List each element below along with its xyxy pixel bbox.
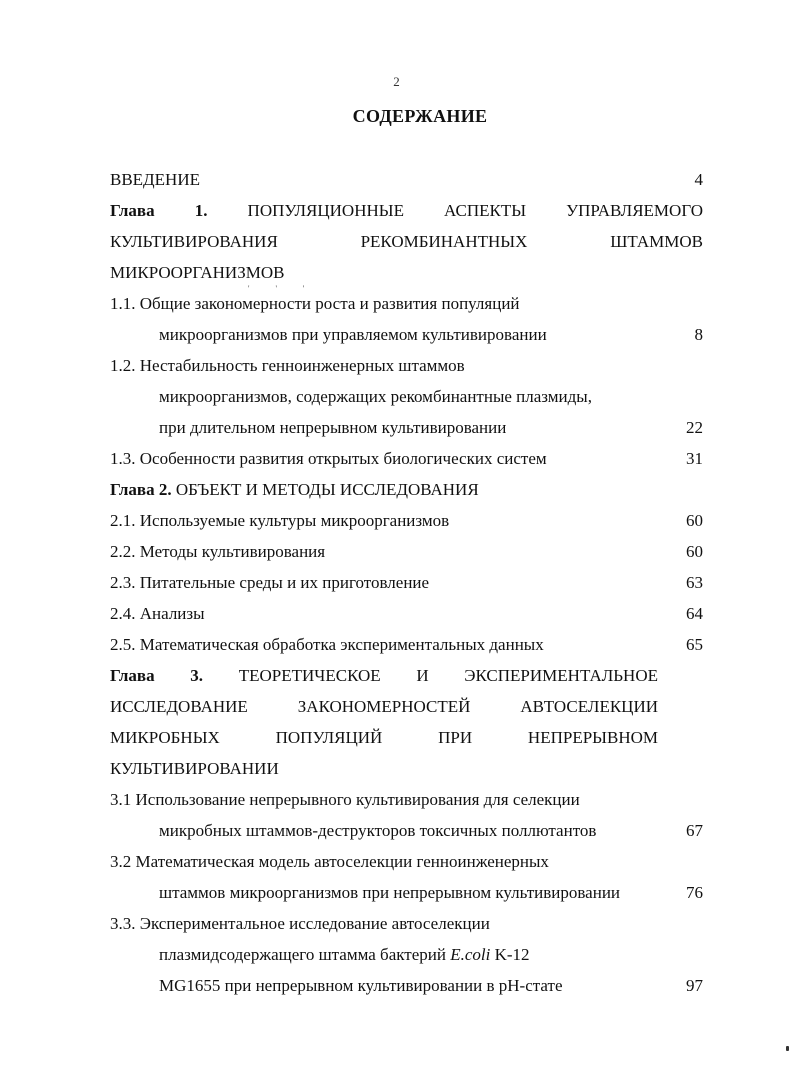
toc-page-number: 65 [686, 635, 703, 654]
chapter-title-line: ПОПУЛЯЦИОННЫЕ АСПЕКТЫ УПРАВЛЯЕМОГО [247, 201, 703, 220]
section-1-1-line-1: 1.1. Общие закономерности роста и развития популяций [110, 294, 520, 313]
section-1-2-line-3 [110, 414, 703, 445]
section-3-3-line-1: 3.3. Экспериментальное исследование автоселекции [110, 914, 490, 933]
chapter-label: Глава 3. [110, 666, 204, 685]
toc-entry-text: ВВЕДЕНИЕ [110, 170, 200, 189]
toc-page-number: 22 [686, 418, 703, 437]
chapter-label: Глава 2. [110, 480, 172, 499]
section-2-1 [110, 507, 703, 538]
toc-entry-text: при длительном непрерывном культивировании [159, 418, 507, 437]
toc-entry-text: 2.4. Анализы [110, 604, 205, 623]
toc-entry-text: 2.2. Методы культивирования [110, 542, 326, 561]
section-2-2 [110, 538, 703, 569]
chapter-3-title-line-2: ИССЛЕДОВАНИЕ ЗАКОНОМЕРНОСТЕЙ АВТОСЕЛЕКЦИИ [110, 697, 658, 716]
chapter-title-line: ТЕОРЕТИЧЕСКОЕ И ЭКСПЕРИМЕНТАЛЬНОЕ [238, 666, 658, 685]
section-2-3 [110, 569, 703, 600]
toc-entry-text: 1.3. Особенности развития открытых биологических систем [110, 449, 547, 468]
toc-page-number: 8 [694, 325, 703, 344]
toc-entry-text: MG1655 при непрерывном культивировании в рН-стате [159, 976, 563, 995]
chapter-1-title-line-3: МИКРООРГАНИЗМОВ [110, 263, 285, 282]
section-3-2-line-2 [110, 879, 703, 910]
toc-page-number: 60 [686, 511, 703, 530]
toc-page-number: 64 [686, 604, 703, 623]
section-1-3 [110, 445, 703, 476]
toc-page-number: 67 [686, 821, 703, 840]
toc-entry-text: 2.3. Питательные среды и их приготовление [110, 573, 430, 592]
chapter-3-heading [110, 662, 658, 693]
chapter-label: Глава 1. [110, 201, 208, 220]
table-of-contents [110, 166, 703, 1003]
section-3-1-line-1: 3.1 Использование непрерывного культивирования для селекции [110, 790, 580, 809]
chapter-3-title-line-4: КУЛЬТИВИРОВАНИИ [110, 759, 279, 778]
section-2-4 [110, 600, 703, 631]
toc-page-number: 97 [686, 976, 703, 995]
chapter-title: ОБЪЕКТ И МЕТОДЫ ИССЛЕДОВАНИЯ [175, 480, 479, 499]
chapter-2-heading [110, 476, 703, 507]
chapter-1-heading [110, 197, 703, 228]
toc-entry-text: штаммов микроорганизмов при непрерывном культивировании [159, 883, 621, 902]
toc-page-number: 60 [686, 542, 703, 561]
scan-artifact-marks: ' ' ' [248, 284, 317, 293]
section-3-3-line-3 [110, 972, 703, 1003]
species-name: E.coli [450, 945, 491, 964]
chapter-1-title-line-2: КУЛЬТИВИРОВАНИЯ РЕКОМБИНАНТНЫХ ШТАММОВ [110, 232, 703, 251]
toc-entry-introduction [110, 166, 703, 197]
strain-name: K-12 [494, 945, 530, 964]
toc-entry-text: 2.1. Используемые культуры микроорганизмов [110, 511, 450, 530]
toc-page-number: 76 [686, 883, 703, 902]
toc-page-number: 4 [694, 170, 703, 189]
section-3-2-line-1: 3.2 Математическая модель автоселекции генноинженерных [110, 852, 549, 871]
toc-entry-text: микроорганизмов при управляемом культивировании [159, 325, 547, 344]
section-1-2-line-2: микроорганизмов, содержащих рекомбинантные плазмиды, [159, 387, 592, 406]
section-1-1-line-2 [110, 321, 703, 352]
toc-page-number: 31 [686, 449, 703, 468]
toc-entry-text: микробных штаммов-деструкторов токсичных поллютантов [159, 821, 597, 840]
chapter-3-title-line-3: МИКРОБНЫХ ПОПУЛЯЦИЙ ПРИ НЕПРЕРЫВНОМ [110, 728, 658, 747]
section-2-5 [110, 631, 703, 662]
toc-entry-text: 2.5. Математическая обработка экспериментальных данных [110, 635, 544, 654]
section-3-3-line-2 [110, 941, 703, 972]
scan-artifact-dot [786, 1046, 789, 1051]
toc-entry-text: плазмидсодержащего штамма бактерий [159, 945, 446, 964]
page-number: 2 [393, 74, 400, 89]
section-1-2-line-1: 1.2. Нестабильность генноинженерных штаммов [110, 356, 465, 375]
section-3-1-line-2 [110, 817, 703, 848]
toc-page-number: 63 [686, 573, 703, 592]
page-title: СОДЕРЖАНИЕ [352, 106, 488, 126]
